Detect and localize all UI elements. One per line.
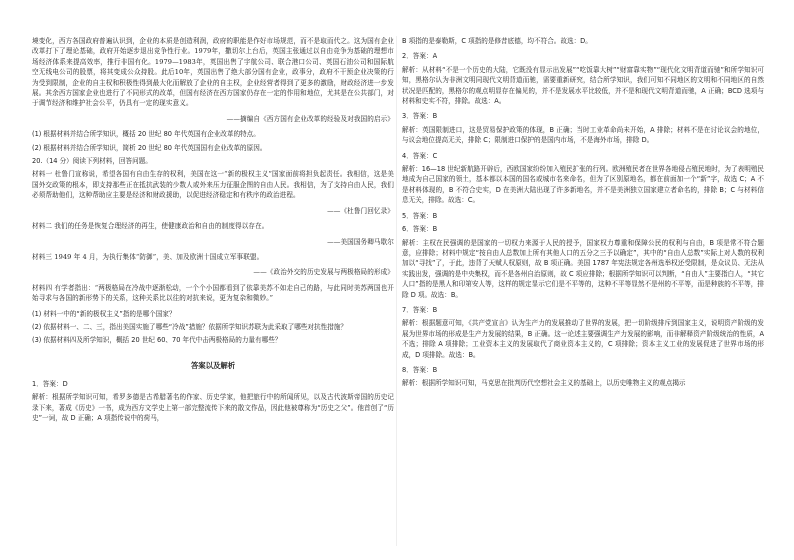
question-20-title: 20.（14 分）阅读下列材料，回答问题。 xyxy=(32,157,152,166)
column-divider xyxy=(396,36,397,546)
material-1: 材料一 杜鲁门宣称说，希望各国有自由生存的权利，美国在这一“新的极权主义”国家面前将担负起责任。我相信，这是美国外交政策的根本，即支持那些正在抵抗武装的少数人或外来压力征服企图的自由人民。我相信，为了支持自由人民，我们必须帮助他们，这种帮助应主要是经济和财政援助，以促进经济稳定和有秩序的政治进程。 xyxy=(32,170,394,200)
question-20-1: (1) 材料一中的“新的极权主义”指的是哪个国家？ xyxy=(32,309,176,318)
answer-6-explanation: 解析：主权在民强调的是国家的一切权力来源于人民的授予，国家权力尊重和保障公民的权利与自由，B 项是常不符合题意，应排除；材料中规定“按自由人总数加上所有其他人口的五分之三予以确定”，其中的“自由人总数”实际上对人数的权利加以“寻找”了，于此，违背了天赋人权原则，故 B 项正确。美国 1787 年宪法规定各州选举权还受限制，是众议员、无法从实践出发，强调的是中央集权，而不是各州自治原则，故 C 项应排除；根据所学知识可以判断，“自由人”主要指白人，“其它人口”指的是黑人和印第安人等，这样的规定显示它们是不平等的，这种不平等显然不是州的不平等，而是种族的不平等，排除 D 项。故选：B。 xyxy=(402,238,764,299)
question-19-1: (1) 根据材料并结合所学知识，概括 20 世纪 80 年代英国有企业改革的特点。 xyxy=(32,130,260,139)
answer-1-label: 1．答案：D xyxy=(32,379,68,388)
source-citation: ——摘编自《西方国有企业改革的经验及对我国的启示》 xyxy=(226,114,394,123)
source-citation: ——美国国务卿马歇尔 xyxy=(327,237,394,246)
answer-4-label: 4．答案：C xyxy=(402,151,438,160)
answer-1-explanation: 解析：根据所学知识可知，希罗多德是古希腊著名的作家、历史学家，他把旅行中的所闻所见，以及古代波斯帝国的历史记录下来，著成《历史》一书，成为西方文学史上第一部完整流传下来的散文作品，因此他被尊称为“历史之父”。他首创了“历史”一词，故 D 正确；A 项指传说中的荷马， xyxy=(32,393,394,422)
material-2: 材料二 我们的任务是恢复合理经济的再生，使健康政治和自由的制度得以存在。 xyxy=(32,222,269,231)
answer-3-explanation: 解析：英国限制进口，这是贸易保护政策的体现，B 正确；当时工业革命尚未开始，A 排除；材料不是在讨论议会的地位，与议会地位提高无关，排除 C；限制进口保护的是国内市场，不是海外市场，排除 D。 xyxy=(402,125,764,145)
answer-3-label: 3．答案：B xyxy=(402,112,438,121)
answers-heading: 答案以及解析 xyxy=(190,360,236,370)
answer-1-continuation: B 项指的是泰勒斯，C 项指的是修昔底德，均不符合。故选：D。 xyxy=(402,37,592,45)
answer-5-label: 5．答案：B xyxy=(402,211,438,220)
material-4: 材料四 有学者指出：“两极格局在冷战中逐渐松动，一个个小国都看到了依靠美苏不如走自己的路，与此同时美苏两国也开始寻求与各国的新形势下的关系，这种关系比以往的对抗来说，更为复杂和微妙。” xyxy=(32,283,394,303)
answer-7-label: 7．答案：B xyxy=(402,305,438,314)
answer-6-label: 6．答案：B xyxy=(402,225,438,234)
answer-2-explanation: 解析：从材料“不是一个历史的大陆，它既没有显示出发展”“吃饭靠大树”“财富靠实物”“现代化文明背道而驰”和所学知识可知，黑格尔认为非洲文明同现代文明背道而驰，需要重新研究，结合所学知识，我们可知不同地区的文明和不同地区的自然状况是匹配的，黑格尔的观点明显存在偏见的，并不是发展水平比较低，并不是和现代文明背道而驰，A 正确；BCD 选项与材料和史实不符，排除。故选：A。 xyxy=(402,65,764,106)
question-20-3: (3) 依据材料四及所学知识，概括 20 世纪 60、70 年代中击两极格局的力量有哪些？ xyxy=(32,336,282,345)
question-19-2: (2) 根据材料并结合所学知识，简析 20 世纪 80 年代英国国有企业改革的原因。 xyxy=(32,143,267,152)
material-continuation: 境变化，西方各国政府普遍认识到，企业的本质是创造利润，政府的职能是作好市场规范，而不是取而代之。这为国有企业改革打下了理论基础，政府开始逐步退出竞争性行业。1979年，撒切尔上台后，英国主张通过以自由竞争为基础的理想市场经济体系来提高效率，推行非国有化。1979—1983年，英国出售了宇航公司、联合港口公司、英国石油公司和国际航空无线电公司的股票，将其变成公众持股。此后10年，英国出售了绝大部分国有企业，政事分，政府不干预企业决策的行为受到限制，企业的自主权和积极性得到最大化而解放了企业的自主权，企业经营者得到了更多的激励，财政经济进一步发展。其余西方国家企业也进行了不同形式的改革，但国有经济在西方国家仍存在一定的作用和地位，尤其是在公共部门，对于调节经济和维护社会公平，仍具有一定的现实意义。 xyxy=(32,37,394,108)
question-20-2: (2) 依据材料一、二、三，指出美国实施了哪些“冷战”措施？依据所学知识苏联为此采取了哪些对抗性措施？ xyxy=(32,322,347,331)
material-3: 材料三 1949 年 4 月，为执行集体“防御”，美、加及欧洲十国成立军事联盟。 xyxy=(32,252,264,261)
answer-2-label: 2．答案：A xyxy=(402,52,438,61)
answer-8-explanation: 解析：根据所学知识可知，马克思在批判历代空想社会主义的基础上，以历史唯物主义的观点揭示 xyxy=(402,379,686,388)
source-citation: ——《政治外交的历史发展与两极格局的形成》 xyxy=(253,268,394,277)
source-citation: ——《杜鲁门回忆录》 xyxy=(327,206,394,215)
left-column xyxy=(32,36,394,428)
right-column xyxy=(402,36,764,394)
answer-8-label: 8．答案：B xyxy=(402,365,438,374)
answer-7-explanation: 解析：根据题意可知，《共产党宣言》认为生产力的发展推动了世界的发展，把一切阶级排斥到国家主义，说明资产阶级的发展为世界市场的形成是生产力发展的结果，B 正确。这一论述主要强调生产力发展的影响，而非解释资产阶级统治的性质，A 不选；排除 A 项排除；工业资本主义的发展取代了商业资本主义的，C 项排除；资本主义工业的发展促进了世界市场的形成，D 项排除。故选：B。 xyxy=(402,319,764,359)
answer-4-explanation: 解析：16—18 世纪新航路开辟后，西欧国家纷纷加入殖民扩张的行列。欧洲殖民者在世界各地侵占殖民地时，为了表明殖民地成为自己国家的领土，基本都以本国的国名或城市名来命名，但为了区别原地名，都在前面加一个“新”字，故选 C；A 不是材料体现的，B 不符合史实，D 在美洲大陆出现了许多新地名，并不是美洲独立国家建立者命名的，排除 B；C 与材料信息无关，排除。故选：C。 xyxy=(402,165,764,205)
